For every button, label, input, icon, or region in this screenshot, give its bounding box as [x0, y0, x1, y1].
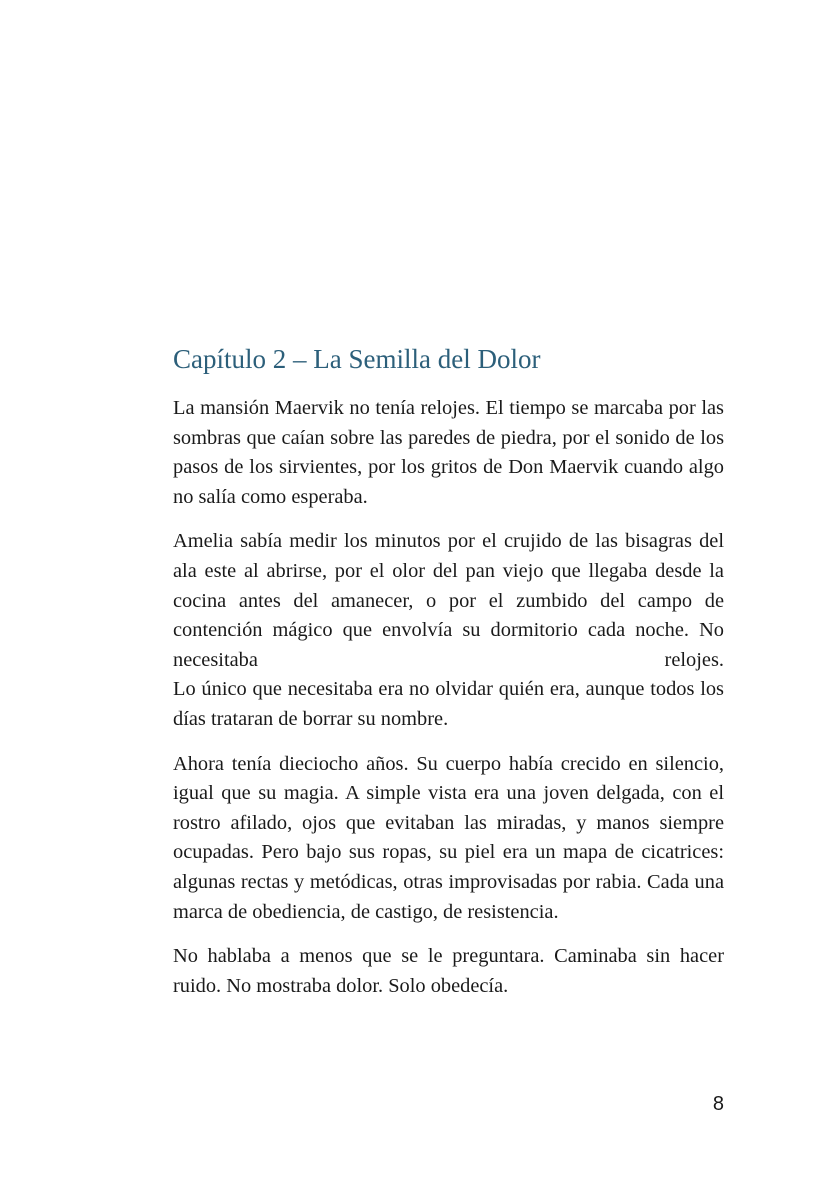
paragraph-1: La mansión Maervik no tenía relojes. El tiempo se marcaba por las sombras que caían sobre las paredes de piedra, por el sonido de los pasos de los sirvientes, por los gritos de Don Maervik cuando algo no salía como esperaba.: [173, 397, 724, 508]
paragraph-2: [173, 527, 724, 734]
paragraph-4: No hablaba a menos que se le preguntara. Caminaba sin hacer ruido. No mostraba dolor. Solo obedecía.: [173, 945, 724, 997]
paragraph-3: Ahora tenía dieciocho años. Su cuerpo había crecido en silencio, igual que su magia. A simple vista era una joven delgada, con el rostro afilado, ojos que evitaban las miradas, y manos siempre ocupadas. Pero bajo sus ropas, su piel era un mapa de cicatrices: algunas rectas y metódicas, otras improvisadas por rabia. Cada una marca de obediencia, de castigo, de resistencia.: [173, 752, 724, 923]
chapter-body: [173, 394, 724, 1016]
paragraph-2-line-2: Lo único que necesitaba era no olvidar quién era, aunque todos los días trataran de borrar su nombre.: [173, 678, 724, 730]
paragraph-2-line-1: Amelia sabía medir los minutos por el crujido de las bisagras del ala este al abrirse, por el olor del pan viejo que llegaba desde la cocina antes del amanecer, o por el zumbido del campo de contención mágico que envolvía su dormitorio cada noche. No necesitaba relojes.: [173, 530, 724, 671]
chapter-title: Capítulo 2 – La Semilla del Dolor: [173, 344, 541, 374]
page-number: 8: [712, 1093, 724, 1115]
